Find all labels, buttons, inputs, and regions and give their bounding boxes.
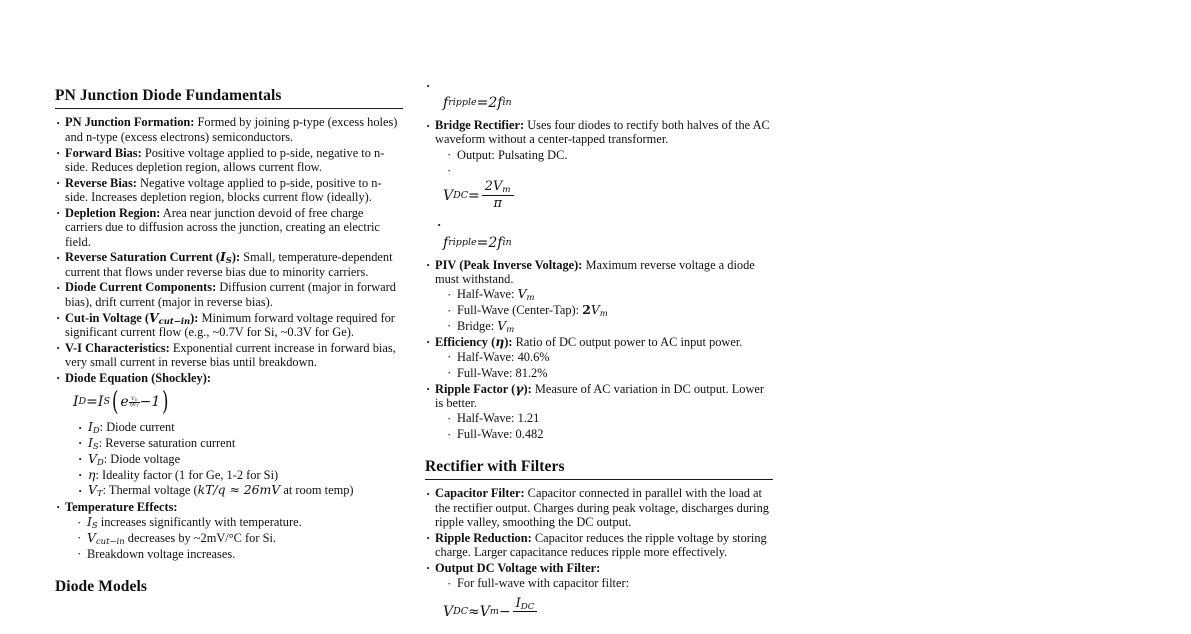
legend-desc: : Ideality factor (1 for Ge, 1-2 for Si)	[95, 467, 279, 482]
eq-minus: −	[498, 603, 511, 620]
temperature-effects-sublist	[65, 515, 403, 561]
legend-symbol: $V_T$	[88, 482, 103, 499]
section-heading-pn-junction: PN Junction Diode Fundamentals	[55, 87, 282, 104]
term-label: Temperature Effects:	[65, 499, 178, 514]
list-item	[55, 206, 403, 249]
spacer	[55, 563, 403, 577]
list-item-empty	[436, 218, 773, 229]
list-item-empty	[425, 78, 773, 89]
term-text: Formed by joining p-type (excess holes) and n-type (excess electrons) semiconductors.	[65, 115, 398, 144]
section-heading-diode-models: Diode Models	[55, 577, 148, 595]
list-item	[446, 148, 773, 162]
output-voltage-sublist	[435, 576, 773, 590]
list-item	[446, 366, 773, 380]
list-item	[55, 250, 403, 279]
list-item	[446, 576, 773, 590]
vdc-equation: V DC = $\frac{2V_m}{\pi}$	[443, 180, 773, 210]
sub-math-vcutin: $V_{cut-in}$	[87, 529, 125, 546]
list-item	[55, 115, 403, 144]
eq-two: 2	[488, 234, 498, 251]
bridge-sublist	[435, 148, 773, 175]
sub-text: Breakdown voltage increases.	[87, 546, 236, 561]
eq-exp-base: e	[120, 394, 129, 411]
sub-text: For full-wave with capacitor filter:	[457, 576, 630, 591]
term-label: Depletion Region:	[65, 205, 161, 220]
eq-approx: ≈	[468, 603, 480, 620]
list-item	[446, 350, 773, 364]
left-column	[55, 86, 403, 598]
list-item	[446, 319, 773, 333]
fripple-equation-1: f ripple = 2 f in	[443, 95, 512, 111]
eq-fraction	[513, 597, 538, 627]
output-dc-voltage-equation: V DC ≈ V m − $I_{DC}$	[443, 597, 773, 627]
eq-f: f	[443, 95, 449, 111]
eq-num-two: 2	[484, 179, 493, 195]
eq-exp-eta: η	[129, 401, 133, 408]
eq-vdc: V	[443, 603, 454, 620]
piv-sublist	[435, 287, 773, 333]
term-text: Minimum forward voltage required for significant current flow (e.g., ~0.7V for Si, ~0.3V for Ge).	[65, 310, 395, 339]
term-label: Capacitor Filter:	[435, 486, 525, 501]
eq-num-sub: DC	[520, 601, 535, 612]
term-label: V-I Characteristics:	[65, 340, 170, 355]
section-rule	[425, 479, 773, 480]
eq-equals: =	[468, 187, 480, 204]
eq-vdc: V	[443, 187, 454, 204]
shockley-equation: I D = I S ( e $V_D$ $\eta V_T$ − 1 )	[73, 386, 169, 418]
term-label: Diode Equation (Shockley):	[65, 370, 211, 385]
list-item	[77, 436, 403, 450]
list-item	[77, 483, 403, 497]
sub-label: Full-Wave (Center-Tap):	[457, 303, 583, 317]
eq-den-pi: π	[493, 196, 502, 211]
list-item	[55, 500, 403, 561]
eq-equals: =	[476, 234, 489, 251]
list-item	[55, 280, 403, 309]
sub-label: Half-Wave:	[457, 287, 518, 302]
term-text: Area near junction devoid of free charge carriers due to diffusion across the junction, creating an electric field.	[65, 205, 380, 249]
ripple-factor-sublist	[435, 411, 773, 441]
eq-num-i: I	[515, 595, 521, 611]
term-text: Capacitor reduces the ripple voltage by storing charge. Larger capacitance reduces ripple more effectively.	[435, 530, 767, 560]
eq-exp-den-sub: T	[136, 403, 139, 408]
term-text: Maximum reverse voltage a diode must withstand.	[435, 257, 755, 286]
term-label: Reverse Bias:	[65, 175, 137, 190]
term-label-prefix: Efficiency (	[435, 334, 496, 349]
term-text: Positive voltage applied to p-side, negative to n-side. Reduces depletion region, allows current flow.	[65, 145, 385, 174]
filters-list	[425, 486, 773, 590]
efficiency-sublist	[435, 350, 773, 380]
list-item	[446, 427, 773, 441]
eq-close-paren: )	[162, 386, 169, 418]
fripple-equation-2: f ripple = 2 f in	[443, 234, 512, 251]
term-text: Negative voltage applied to p-side, positive to n-side. Increases depletion region, blocks current flow (ideally).	[65, 175, 382, 205]
list-item	[446, 303, 773, 317]
list-item	[77, 452, 403, 466]
list-item	[425, 382, 773, 442]
eq-equals: =	[86, 394, 98, 411]
section-heading-rectifier-filters: Rectifier with Filters	[425, 457, 565, 475]
term-math-is: $I_S$	[219, 249, 232, 266]
rectifier-specs-list	[425, 258, 773, 442]
term-label: Ripple Reduction:	[435, 530, 532, 545]
list-item	[425, 561, 773, 591]
term-label: PIV (Peak Inverse Voltage):	[435, 257, 583, 272]
equation-legend-list	[66, 420, 403, 498]
term-label: PN Junction Formation:	[65, 115, 195, 130]
pn-junction-list	[55, 115, 403, 385]
list-item	[76, 547, 403, 561]
list-item	[425, 486, 773, 529]
eq-num-sub: m	[502, 185, 511, 196]
eq-fin: f	[497, 95, 503, 111]
term-label: Diode Current Components:	[65, 280, 217, 295]
sub-text: decreases by ~2mV/°C for Si.	[124, 530, 277, 545]
legend-symbol: $V_D$	[88, 450, 104, 467]
sub-text: increases significantly with temperature.	[97, 515, 302, 530]
term-label-prefix: Ripple Factor (	[435, 381, 516, 396]
sub-text: Full-Wave: 81.2%	[457, 365, 548, 380]
term-label: Bridge Rectifier:	[435, 118, 525, 132]
eq-one: 1	[151, 394, 161, 411]
legend-desc: : Diode current	[99, 420, 175, 435]
term-label-prefix: Reverse Saturation Current (	[65, 250, 220, 265]
list-item	[76, 531, 403, 545]
list-item	[55, 176, 403, 205]
term-label-suffix: ):	[504, 334, 513, 349]
term-text: Ratio of DC output power to AC input power.	[512, 334, 743, 349]
eq-fin: f	[497, 234, 503, 251]
term-text: Exponential current increase in forward bias, very small current in reverse bias until breakdown.	[65, 340, 396, 370]
eq-f: f	[443, 234, 449, 251]
temperature-effects-list	[55, 500, 403, 561]
term-text: Uses four diodes to rectify both halves of the AC waveform without a center-tapped transformer.	[435, 118, 770, 147]
sub-label: Bridge:	[457, 318, 498, 333]
eq-exp-den-v: V	[132, 401, 137, 408]
eq-equals: =	[476, 95, 489, 111]
term-label: Forward Bias:	[65, 145, 142, 160]
eq-is-symbol: I	[97, 394, 104, 411]
eq-exponent	[129, 397, 140, 408]
sub-math-is: $I_S$	[87, 514, 98, 530]
legend-symbol: η	[88, 466, 96, 482]
eq-vm: V	[479, 603, 490, 620]
legend-desc-2: at room temp)	[280, 483, 354, 498]
eq-lhs-symbol: I	[73, 394, 79, 411]
term-text: Small, temperature-dependent current that flows under reverse bias due to minority carriers.	[65, 250, 393, 279]
list-item	[77, 420, 403, 434]
list-item-empty	[446, 163, 773, 174]
eq-open-paren: (	[111, 386, 119, 418]
term-math-eta: η	[495, 333, 505, 349]
term-text: Measure of AC variation in DC output. Lower is better.	[435, 381, 765, 410]
term-text: Capacitor connected in parallel with the load at the rectifier output. Charges during peak voltage, discharges during ripple valley, smoothing the DC output.	[435, 486, 769, 529]
sub-text: Output: Pulsating DC.	[457, 147, 568, 162]
list-item	[425, 118, 773, 174]
list-item	[446, 287, 773, 301]
list-item	[55, 311, 403, 340]
term-label-suffix: ):	[523, 381, 532, 396]
term-text: Diffusion current (major in forward bias), drift current (major in reverse bias).	[65, 280, 396, 309]
sub-math: $2V_m$	[582, 302, 608, 318]
list-item	[446, 411, 773, 425]
list-item	[425, 258, 773, 334]
list-item	[55, 371, 403, 385]
eq-fraction	[482, 180, 514, 210]
eq-two: 2	[488, 95, 498, 111]
eq-exp-num-sub: D	[134, 397, 138, 402]
legend-symbol: $I_S$	[88, 434, 99, 451]
empty-bullet-list-2	[436, 218, 773, 229]
list-item	[425, 335, 773, 380]
sub-math: $V_m$	[517, 286, 535, 303]
eq-num-v: V	[492, 179, 503, 195]
legend-desc: : Thermal voltage (	[102, 483, 198, 498]
eq-minus: −	[139, 394, 152, 411]
right-column	[425, 78, 773, 634]
list-item	[55, 146, 403, 175]
term-math-vcutin: $V_{cut-in}$	[149, 309, 191, 326]
term-label-suffix: ):	[190, 310, 199, 325]
term-label: Output DC Voltage with Filter:	[435, 560, 601, 575]
legend-desc: : Reverse saturation current	[98, 435, 236, 450]
sub-math: $V_m$	[497, 317, 515, 334]
list-item	[425, 531, 773, 560]
term-label-prefix: Cut-in Voltage (	[65, 310, 149, 325]
list-item	[55, 341, 403, 370]
spacer	[425, 443, 773, 457]
legend-math-vt: kT/q ≈ 26mV	[197, 482, 281, 498]
list-item	[77, 468, 403, 482]
sub-text: Half-Wave: 40.6%	[457, 349, 550, 364]
term-label-suffix: ):	[231, 250, 241, 265]
legend-desc: : Diode voltage	[103, 451, 181, 466]
rectifier-list	[425, 78, 773, 89]
term-math-gamma: γ	[515, 380, 524, 396]
sub-text: Full-Wave: 0.482	[457, 427, 544, 442]
list-item	[76, 515, 403, 529]
sub-text: Half-Wave: 1.21	[457, 411, 540, 426]
bridge-rectifier-list	[425, 118, 773, 174]
legend-symbol: $I_D$	[88, 419, 100, 435]
eq-exp-num: V	[130, 395, 135, 402]
section-rule	[55, 108, 403, 109]
